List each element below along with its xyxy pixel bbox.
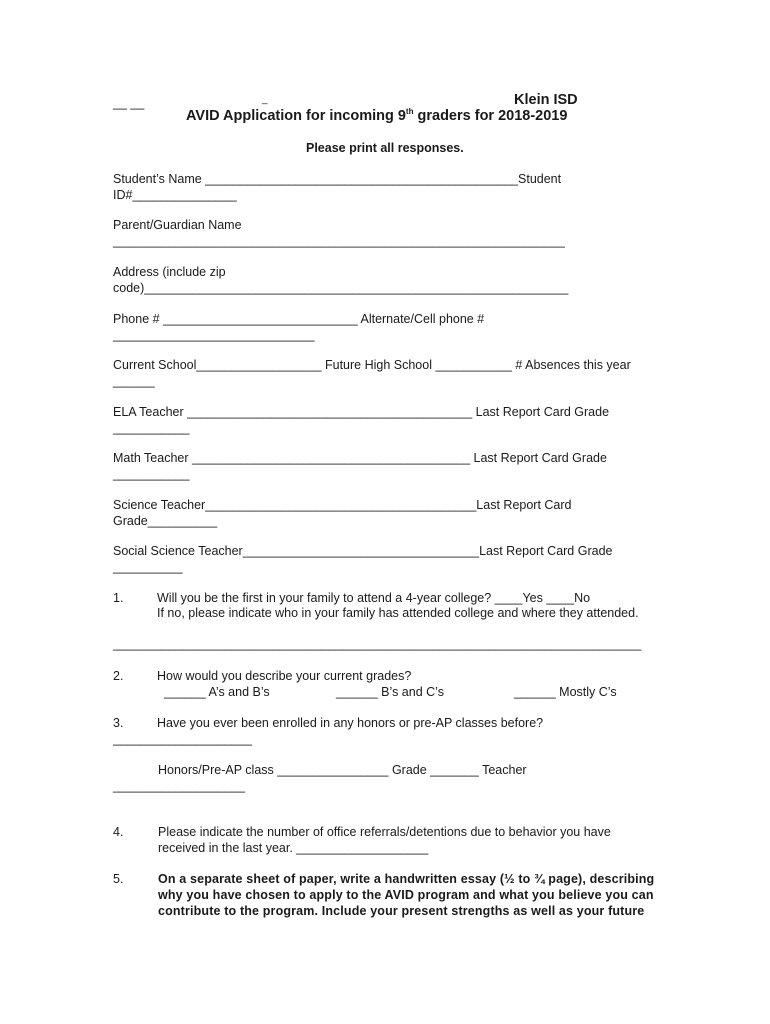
- q2-number: 2.: [113, 669, 124, 683]
- math-teacher-field[interactable]: Math Teacher ________________________________________ Last Report Card Grade: [113, 451, 607, 465]
- phone-field[interactable]: Phone # ____________________________ Alternate/Cell phone #: [113, 312, 485, 326]
- address-field[interactable]: code)_____________________________________________________________: [113, 281, 569, 295]
- student-id-field[interactable]: ID#_______________: [113, 188, 237, 202]
- header-marks: __ __: [113, 96, 145, 110]
- parent-field[interactable]: _________________________________________________________________: [113, 234, 565, 248]
- q2-option-mostly-cs[interactable]: ______ Mostly C’s: [514, 685, 617, 699]
- q2-prompt: How would you describe your current grades?: [157, 669, 412, 683]
- ela-grade-field[interactable]: ___________: [113, 421, 190, 435]
- science-grade-field[interactable]: Grade__________: [113, 514, 218, 528]
- instructions: Please print all responses.: [306, 141, 464, 155]
- title-sup: th: [405, 107, 414, 117]
- math-grade-field[interactable]: ___________: [113, 467, 190, 481]
- q4-number: 4.: [113, 825, 124, 839]
- district-name: Klein ISD: [514, 92, 578, 108]
- q3-answer-line[interactable]: ____________________: [113, 732, 253, 746]
- q3-class-grade-teacher[interactable]: Honors/Pre-AP class ________________ Grade _______ Teacher: [158, 763, 527, 777]
- q3-teacher-line[interactable]: ___________________: [113, 779, 246, 793]
- q3-prompt: Have you ever been enrolled in any honors or pre-AP classes before?: [157, 716, 544, 730]
- q4-referrals-field[interactable]: received in the last year. ___________________: [158, 841, 429, 855]
- q2-option-as-bs[interactable]: ______ A’s and B’s: [164, 685, 270, 699]
- q5-line-3: contribute to the program. Include your present strengths as well as your future: [158, 904, 645, 918]
- alt-phone-field[interactable]: _____________________________: [113, 328, 315, 342]
- q1-first-college[interactable]: Will you be the first in your family to attend a 4-year college? ____Yes ____No: [157, 591, 591, 605]
- social-grade-field[interactable]: __________: [113, 560, 183, 574]
- q5-number: 5.: [113, 872, 124, 886]
- science-teacher-field[interactable]: Science Teacher_______________________________________Last Report Card: [113, 498, 572, 512]
- school-field[interactable]: Current School__________________ Future High School ___________ # Absences this year: [113, 358, 631, 372]
- student-name-field[interactable]: Student’s Name _____________________________________________Student: [113, 172, 562, 186]
- title-post: graders for 2018-2019: [413, 108, 568, 124]
- absences-field[interactable]: ______: [113, 374, 155, 388]
- q5-line-1: On a separate sheet of paper, write a handwritten essay (½ to ¾ page), describing: [158, 872, 655, 886]
- header-mark-small: _: [262, 94, 268, 105]
- q2-option-bs-cs[interactable]: ______ B’s and C’s: [336, 685, 444, 699]
- q4-prompt: Please indicate the number of office referrals/detentions due to behavior you have: [158, 825, 611, 839]
- page-title: [186, 109, 567, 124]
- q1-answer-line[interactable]: ____________________________________________________________________________: [113, 637, 642, 651]
- title-pre: AVID Application for incoming 9: [186, 108, 406, 124]
- q1-number: 1.: [113, 591, 124, 605]
- ela-teacher-field[interactable]: ELA Teacher _________________________________________ Last Report Card Grade: [113, 405, 610, 419]
- parent-label: Parent/Guardian Name: [113, 218, 242, 232]
- q1-prompt: If no, please indicate who in your family has attended college and where they attended.: [157, 606, 639, 620]
- social-teacher-field[interactable]: Social Science Teacher__________________________________Last Report Card Grade: [113, 544, 613, 558]
- address-label: Address (include zip: [113, 265, 226, 279]
- q3-number: 3.: [113, 716, 124, 730]
- q5-line-2: why you have chosen to apply to the AVID program and what you believe you can: [158, 888, 654, 902]
